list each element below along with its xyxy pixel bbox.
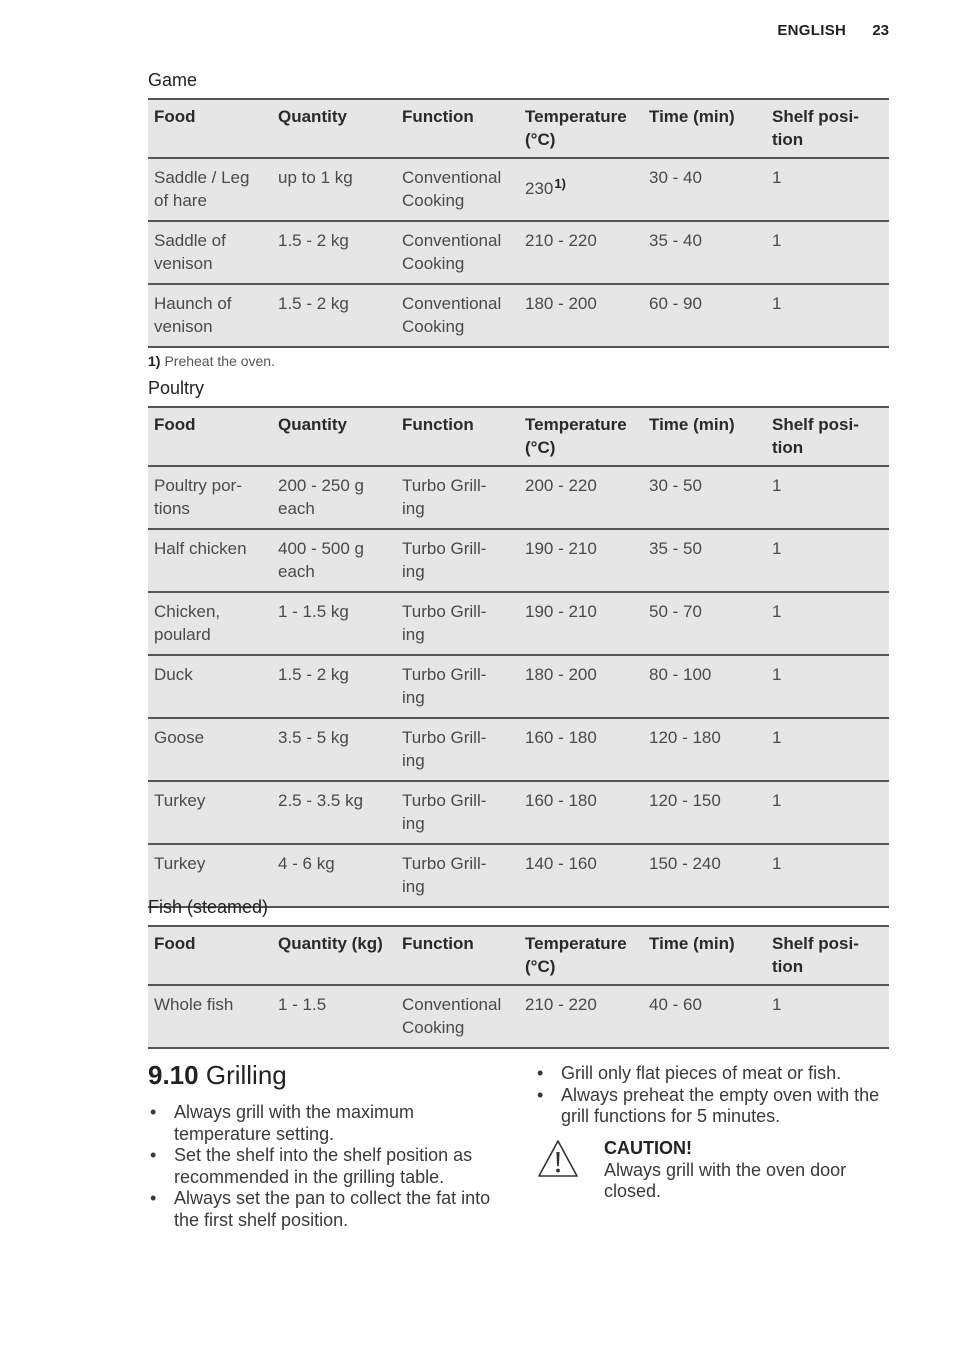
bullet-icon: • [537,1063,544,1083]
cell-food: Duck [154,665,193,684]
cell-function: Turbo Grill- ing [402,476,487,518]
game-section [148,69,889,374]
game-table [148,98,889,348]
col-header-food: Food [154,934,196,953]
col-header-food: Food [154,415,196,434]
col-header-function: Function [402,934,474,953]
col-header-function: Function [402,107,474,126]
cell-food: Poultry por- tions [154,476,242,518]
cell-food: Turkey [154,791,206,810]
cell-time: 120 - 180 [649,728,721,747]
cell-time: 120 - 150 [649,791,721,810]
cell-function: Conventional Cooking [402,294,502,336]
col-header-shelf: Shelf posi- tion [772,415,859,457]
cell-shelf: 1 [772,231,782,250]
cell-food: Whole fish [154,995,234,1014]
cell-food: Haunch of venison [154,294,232,336]
footnote-text: Preheat the oven. [164,353,275,369]
section-heading [148,1060,287,1091]
table-row [148,529,889,592]
list-item-text: Always grill with the maximum temperature setting. [174,1102,415,1144]
cell-shelf: 1 [772,294,782,313]
caution-title: CAUTION! [604,1138,692,1158]
cell-function: Turbo Grill- ing [402,665,487,707]
table-header-row [148,926,889,985]
bullet-icon: • [150,1188,157,1208]
table-row [148,985,889,1048]
cell-quantity: 1.5 - 2 kg [278,665,349,684]
page-number: 23 [872,22,889,39]
col-header-temperature: Temperature (°C) [525,107,627,149]
cell-quantity: 200 - 250 g each [278,476,365,518]
section-number: 9.10 [148,1060,199,1090]
cell-quantity: 1.5 - 2 kg [278,294,349,313]
cell-function: Conventional Cooking [402,995,502,1037]
cell-food: Half chicken [154,539,247,558]
cell-food: Saddle of venison [154,231,226,273]
cell-food: Chicken, poulard [154,602,221,644]
col-header-quantity: Quantity (kg) [278,934,383,953]
game-title: Game [148,70,198,90]
temperature-value: 230 [525,179,554,198]
cell-function: Conventional Cooking [402,168,502,210]
list-item-text: Always preheat the empty oven with the grill functions for 5 minutes. [561,1084,880,1126]
bullet-icon: • [537,1084,544,1105]
cell-quantity: 1 - 1.5 kg [278,602,349,621]
table-header-row [148,99,889,158]
cell-shelf: 1 [772,665,782,684]
footnote-mark: 1) [148,353,161,369]
language-label: ENGLISH [777,22,847,39]
col-header-shelf: Shelf posi- tion [772,934,859,976]
cell-temperature: 180 - 200 [525,665,597,684]
col-header-shelf: Shelf posi- tion [772,107,859,149]
footnote-ref: 1) [554,176,566,191]
cell-quantity: 4 - 6 kg [278,854,335,873]
list-item [148,1188,508,1231]
cell-temperature: 210 - 220 [525,231,597,250]
cell-time: 50 - 70 [649,602,702,621]
col-header-quantity: Quantity [278,415,347,434]
caution-text: Always grill with the oven door closed. [604,1159,847,1201]
cell-temperature: 210 - 220 [525,995,597,1014]
bullet-icon: • [150,1102,157,1122]
poultry-section [148,377,889,908]
cell-time: 35 - 40 [649,231,702,250]
cell-temperature: 190 - 210 [525,602,597,621]
fish-table [148,925,889,1049]
cell-time: 40 - 60 [649,995,702,1014]
cell-shelf: 1 [772,791,782,810]
cell-shelf: 1 [772,728,782,747]
cell-time: 80 - 100 [649,665,712,684]
fish-section [148,896,889,1049]
col-header-function: Function [402,415,474,434]
cell-quantity: 1 - 1.5 [278,995,327,1014]
cell-function: Conventional Cooking [402,231,502,273]
table-row [148,284,889,347]
grilling-right-column [535,1063,895,1128]
list-item [535,1085,895,1128]
cell-shelf: 1 [772,854,782,873]
cell-quantity: 400 - 500 g each [278,539,365,581]
cell-temperature: 180 - 200 [525,294,597,313]
cell-function: Turbo Grill- ing [402,602,487,644]
table-row [148,718,889,781]
cell-quantity: 3.5 - 5 kg [278,728,349,747]
col-header-time: Time (min) [649,107,735,126]
cell-function: Turbo Grill- ing [402,854,487,896]
col-header-time: Time (min) [649,415,735,434]
table-row [148,221,889,284]
cell-temperature: 190 - 210 [525,539,597,558]
cell-temperature [519,158,643,221]
bullet-icon: • [150,1145,157,1165]
cell-temperature: 140 - 160 [525,854,597,873]
cell-quantity: 1.5 - 2 kg [278,231,349,250]
cell-time: 30 - 50 [649,476,702,495]
col-header-food: Food [154,107,196,126]
list-item-text: Set the shelf into the shelf position as recommended in the grilling table. [174,1145,473,1187]
cell-quantity: up to 1 kg [278,168,353,187]
cell-shelf: 1 [772,168,782,187]
table-row [148,592,889,655]
col-header-temperature: Temperature (°C) [525,415,627,457]
cell-shelf: 1 [772,539,782,558]
col-header-time: Time (min) [649,934,735,953]
col-header-quantity: Quantity [278,107,347,126]
table-row [148,781,889,844]
list-item [535,1063,895,1085]
list-item-text: Grill only flat pieces of meat or fish. [561,1063,842,1083]
warning-triangle-icon [537,1138,579,1180]
cell-time: 60 - 90 [649,294,702,313]
list-item-text: Always set the pan to collect the fat into the first shelf position. [174,1188,491,1230]
cell-time: 35 - 50 [649,539,702,558]
cell-function: Turbo Grill- ing [402,791,487,833]
table-row [148,158,889,221]
cell-food: Saddle / Leg of hare [154,168,250,210]
cell-temperature: 160 - 180 [525,728,597,747]
poultry-table [148,406,889,908]
poultry-title: Poultry [148,378,205,398]
grilling-left-column [148,1102,508,1231]
section-title: Grilling [205,1060,287,1090]
table-header-row [148,407,889,466]
table-footnote [148,348,889,374]
cell-function: Turbo Grill- ing [402,539,487,581]
cell-temperature: 160 - 180 [525,791,597,810]
cell-shelf: 1 [772,602,782,621]
table-row [148,466,889,529]
cell-shelf: 1 [772,995,782,1014]
list-item [148,1102,508,1145]
cell-temperature: 200 - 220 [525,476,597,495]
fish-title: Fish (steamed) [148,897,269,917]
col-header-temperature: Temperature (°C) [525,934,627,976]
cell-food: Turkey [154,854,206,873]
cell-time: 30 - 40 [649,168,702,187]
cell-function: Turbo Grill- ing [402,728,487,770]
cell-time: 150 - 240 [649,854,721,873]
table-row [148,655,889,718]
cell-food: Goose [154,728,205,747]
list-item [148,1145,508,1188]
page-header [777,22,889,39]
cell-quantity: 2.5 - 3.5 kg [278,791,364,810]
caution-content [604,1138,864,1203]
cell-shelf: 1 [772,476,782,495]
